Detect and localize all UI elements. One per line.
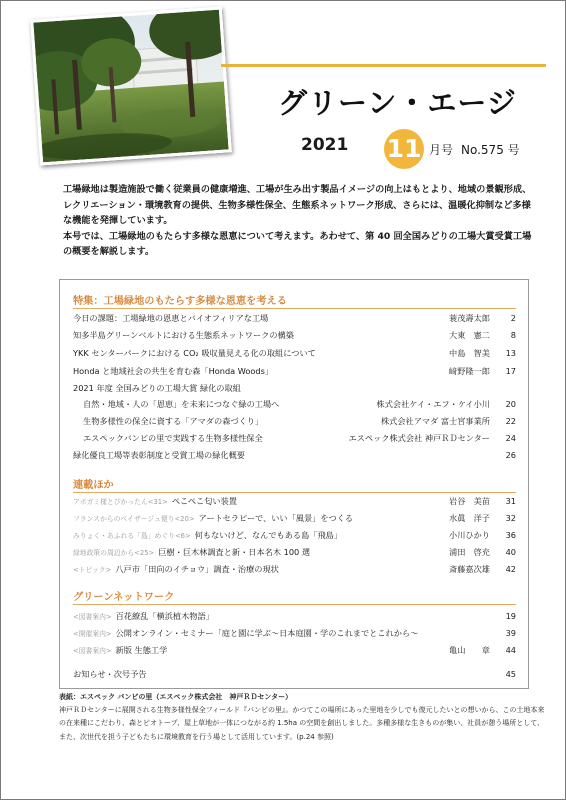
toc-entry-page: 32 <box>505 513 516 523</box>
issue-info <box>301 129 551 171</box>
toc-entry-page: 31 <box>505 496 516 506</box>
table-of-contents <box>59 279 529 689</box>
toc-entry-author: 水眞 洋子 <box>449 513 490 523</box>
toc-entry-page: 13 <box>505 348 516 358</box>
toc-entry-page: 39 <box>505 628 516 638</box>
toc-entry-page: 20 <box>505 399 516 409</box>
toc-entry-author: 蓑茂壽太郎 <box>449 313 490 323</box>
toc-entry-title: アートセラピーで、いい「風景」をつくる <box>198 513 354 523</box>
toc-entry-title: 生物多様性の保全に資する「アマダの森づくり」 <box>83 416 264 426</box>
toc-entry-author: 斎藤嘉次雄 <box>449 564 490 574</box>
series-tag: みりょく・あふれる「島」めぐり<6> <box>73 532 191 540</box>
toc-entry-title: エスペックバンビの里で実践する生物多様性保全 <box>83 433 263 443</box>
toc-entry-title: 八戸市「田向のイチョウ」調査・治療の現状 <box>115 564 279 574</box>
section-heading-serial: 連載ほか <box>73 480 114 491</box>
toc-entry-title: 公開オンライン・セミナー「庭と園に学ぶ～日本庭園・学のこれまでとこれから～ <box>115 628 419 638</box>
toc-entry[interactable] <box>73 511 516 526</box>
toc-entry-title: YKK センターパークにおける CO₂ 吸収量見える化の取組について <box>73 348 316 358</box>
issue-year: 2021 <box>301 135 349 155</box>
series-tag: フランスからのベイザージュ便り<20> <box>73 515 195 523</box>
toc-entry-author: 株式会社ケイ・エフ・ケイ小川 <box>376 399 490 409</box>
toc-entry[interactable] <box>73 643 516 658</box>
section-heading-feature: 特集：工場緑地のもたらす多様な恩恵を考える <box>73 296 287 307</box>
section-divider <box>73 308 516 309</box>
toc-entry-page: 26 <box>505 450 516 460</box>
toc-entry[interactable] <box>73 364 516 379</box>
toc-entry[interactable] <box>73 431 516 446</box>
issue-month-suffix: 月号 <box>429 143 454 157</box>
toc-entry-page: 24 <box>505 433 516 443</box>
intro-paragraph: 工場緑地は製造施設で働く従業員の健康増進、工場が生み出す製品イメージの向上はもとより、地域の景観形成、レクリエーション・環境教育の提供、生物多様性保全、生態系ネットワーク形成、さらには、温暖化抑制など多様な機能を発揮しています。 <box>63 184 532 227</box>
toc-entry-author: 大東 憲二 <box>449 330 490 340</box>
section-heading-network: グリーンネットワーク <box>73 592 175 603</box>
toc-entry[interactable] <box>73 397 516 412</box>
toc-entry-page: 45 <box>505 669 516 679</box>
toc-entry[interactable] <box>73 545 516 560</box>
title-rule <box>221 64 546 67</box>
toc-entry-title: 何もないけど、なんでもある島「飛島」 <box>194 530 343 540</box>
series-tag: アボガミ様とぴかったん<31> <box>73 498 168 506</box>
category-tag: <図書案内> <box>73 647 112 655</box>
toc-entry[interactable] <box>73 448 516 463</box>
toc-entry-page: 17 <box>505 366 516 376</box>
toc-entry-page: 22 <box>505 416 516 426</box>
toc-entry-title: 百花繚乱「横浜植木物語」 <box>115 611 214 621</box>
toc-entry-page: 19 <box>505 611 516 621</box>
caption-title: 表紙：エスペック バンビの里（エスペック株式会社 神戸ＲＤセンター） <box>59 693 293 701</box>
toc-entry[interactable] <box>73 626 516 641</box>
toc-entry[interactable] <box>73 528 516 543</box>
section-divider <box>73 604 516 605</box>
intro-paragraph: 本号では、工場緑地のもたらす多様な恩恵について考えます。あわせて、第 40 回全国みどりの工場大賞受賞工場の概要を解説します。 <box>63 230 532 258</box>
toc-entry[interactable] <box>73 494 516 509</box>
issue-number: No.575 号 <box>461 143 520 157</box>
toc-entry-author: 﨑野隆一郎 <box>449 366 490 376</box>
toc-entry[interactable] <box>73 414 516 429</box>
toc-entry-title: 新版 生態工学 <box>115 645 168 655</box>
toc-entry-author: 株式会社アマダ 富士宮事業所 <box>380 416 490 426</box>
series-tag: 緑地政策の周辺から<25> <box>73 549 155 557</box>
magazine-title: グリーン・エージ <box>278 86 517 120</box>
intro-text <box>63 182 535 260</box>
toc-entry[interactable] <box>73 328 516 343</box>
category-tag: <図書案内> <box>73 613 112 621</box>
toc-entry[interactable] <box>73 381 516 396</box>
toc-entry-title: ぺこぺこ匂い装置 <box>171 496 237 506</box>
toc-entry-author: 浦田 啓充 <box>449 547 490 557</box>
series-tag: <トピック> <box>73 566 112 574</box>
caption-body: 神戸ＲＤセンターに展開される生物多様性保全フィールド『バンビの里』。かつてこの場所にあった里地を少しでも復元したいとの想いから、この土地本来の在来種にこだわり、森とビオトープ、屋上草地が一体につながる約 1.5ha の空間を創出しました。多種多様な生きものが集い、社員が憩う場所として、また、次世代を担う子どもたちに環境教育を行う場として活用しています。(p.24 参照) <box>59 706 545 741</box>
toc-entry-page: 8 <box>510 330 516 340</box>
toc-entry-title: 今日の課題：工場緑地の恩恵とバイオフィリアな工場 <box>73 313 269 323</box>
toc-entry[interactable] <box>73 562 516 577</box>
toc-entry-page: 42 <box>505 564 516 574</box>
toc-entry-author: 小川ひかり <box>449 530 490 540</box>
toc-entry-title: 緑化優良工場等表彰制度と受賞工場の緑化概要 <box>73 450 245 460</box>
toc-entry-page: 40 <box>505 547 516 557</box>
toc-entry-title: 知多半島グリーンベルトにおける生態系ネットワークの構築 <box>73 330 294 340</box>
toc-entry[interactable] <box>73 346 516 361</box>
toc-entry-title: 2021 年度 全国みどりの工場大賞 緑化の取組 <box>73 383 241 393</box>
toc-entry-title: Honda と地域社会の共生を育む森「Honda Woods」 <box>73 366 274 376</box>
toc-entry-author: 中島 智美 <box>449 348 490 358</box>
toc-entry-page: 2 <box>510 313 516 323</box>
toc-entry[interactable] <box>73 311 516 326</box>
toc-entry-title: 自然・地域・人の「恩恵」を未来につなぐ緑の工場へ <box>83 399 280 409</box>
toc-entry-author: 亀山 章 <box>449 645 490 655</box>
issue-month-badge: 11 <box>384 129 424 169</box>
toc-entry-title: 巨樹・巨木林調査と新・日本名木 100 選 <box>158 547 311 557</box>
toc-entry-author: エスペック株式会社 神戸ＲＤセンター <box>348 433 490 443</box>
category-tag: <開催案内> <box>73 630 112 638</box>
cover-caption <box>59 691 547 744</box>
toc-entry[interactable] <box>73 667 516 682</box>
toc-entry-title: お知らせ・次号予告 <box>73 669 147 679</box>
toc-entry-page: 36 <box>505 530 516 540</box>
toc-entry-page: 44 <box>505 645 516 655</box>
toc-entry-author: 岩谷 美苗 <box>449 496 490 506</box>
cover-photo <box>30 6 232 165</box>
section-divider <box>73 492 516 493</box>
toc-entry[interactable] <box>73 609 516 624</box>
